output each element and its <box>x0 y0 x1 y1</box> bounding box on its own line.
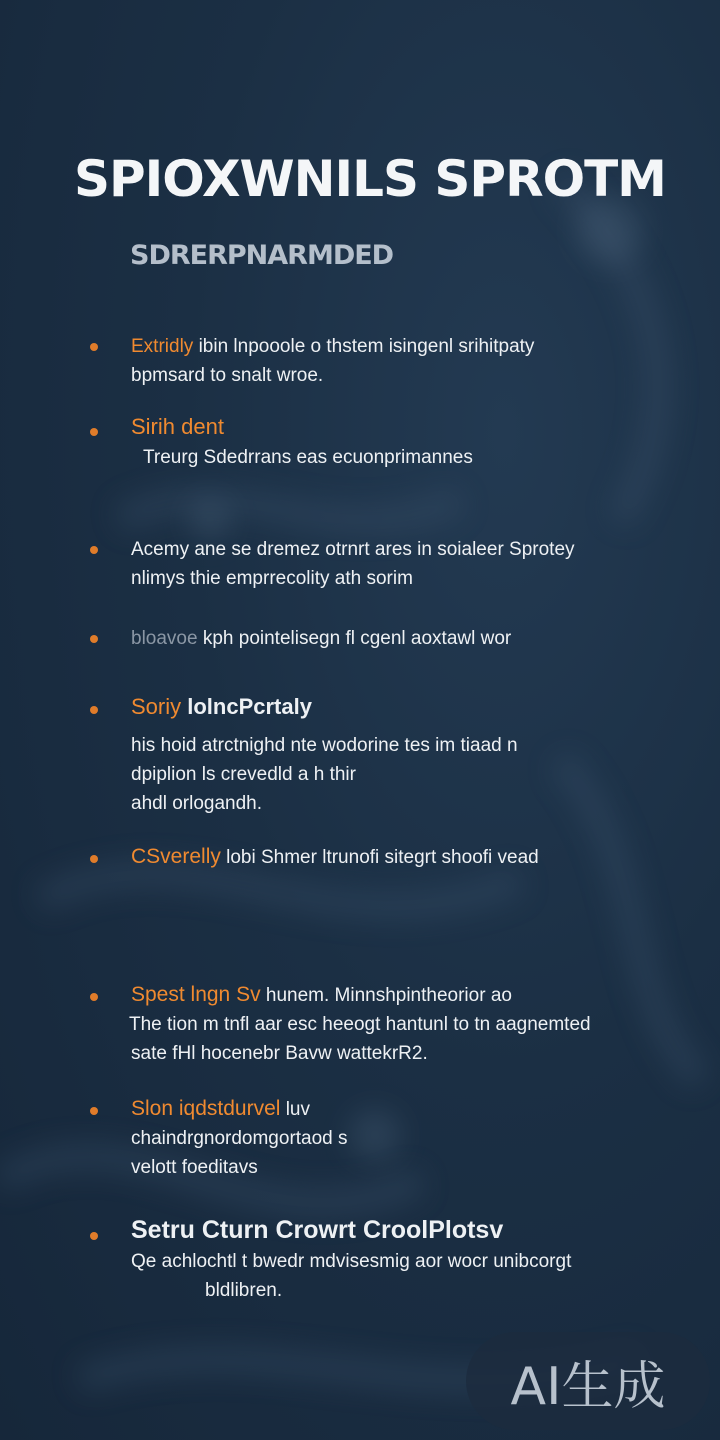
item-line: dpiplion ls crevedld a h thir <box>131 764 356 785</box>
bullet-dot <box>90 428 98 436</box>
item-lead: Sirih dent <box>131 414 224 439</box>
bullet-dot <box>90 993 98 1001</box>
item-lead: bloavoe <box>131 628 198 649</box>
item-lead: Slon iqdstdurvel <box>131 1097 281 1120</box>
item-line: sate fHl hocenebr Bavw wattekrR2. <box>131 1043 428 1064</box>
item-text: kph pointelisegn fl cgenl aoxtawl wor <box>197 628 512 649</box>
page-title: SPIOXWNILS SPROTM <box>74 150 666 208</box>
item-lead: Soriy <box>131 694 182 719</box>
item-line: his hoid atrctnighd nte wodorine tes im tiaad n <box>131 735 518 756</box>
item-line: chaindrgnordomgortaod s <box>131 1128 348 1149</box>
item-text: lolncPcrtaly <box>181 694 312 719</box>
item-text: Setru Cturn Crowrt CroolPlotsv <box>131 1216 504 1244</box>
item-lead: Extridly <box>131 336 194 357</box>
item-text: ibin lnpooole o thstem isingenl srihitpaty <box>193 336 535 357</box>
item-text: hunem. Minnshpintheorior ao <box>260 985 512 1006</box>
item-line: bpmsard to snalt wroe. <box>131 365 324 386</box>
bullet-dot <box>90 1232 98 1240</box>
item-lead: CSverelly <box>131 845 221 868</box>
item-text: Acemy ane se dremez otrnrt ares in soialeer Sprotey <box>131 539 575 560</box>
page-subtitle: SDRERPNARMDED <box>130 240 394 271</box>
item-line: Treurg Sdedrrans eas ecuonprimannes <box>143 447 473 468</box>
item-line: nlimys thie emprrecolity ath sorim <box>131 568 413 589</box>
item-lead: Spest lngn Sv <box>131 983 261 1006</box>
ai-generated-watermark: AI生成 <box>466 1332 710 1430</box>
bullet-dot <box>90 1107 98 1115</box>
item-line: bldlibren. <box>205 1280 283 1301</box>
item-text: lobi Shmer ltrunofi sitegrt shoofi vead <box>220 847 539 868</box>
item-line: The tion m tnfl aar esc heeogt hantunl to tn aagnemted <box>129 1014 591 1035</box>
bullet-dot <box>90 706 98 714</box>
bullet-dot <box>90 855 98 863</box>
item-line: velott foeditavs <box>131 1157 258 1178</box>
bullet-dot <box>90 343 98 351</box>
item-line: Qe achlochtl t bwedr mdvisesmig aor wocr unibcorgt <box>131 1251 572 1272</box>
item-text: luv <box>280 1099 310 1120</box>
item-line: ahdl orlogandh. <box>131 793 262 814</box>
bullet-dot <box>90 546 98 554</box>
bullet-dot <box>90 635 98 643</box>
